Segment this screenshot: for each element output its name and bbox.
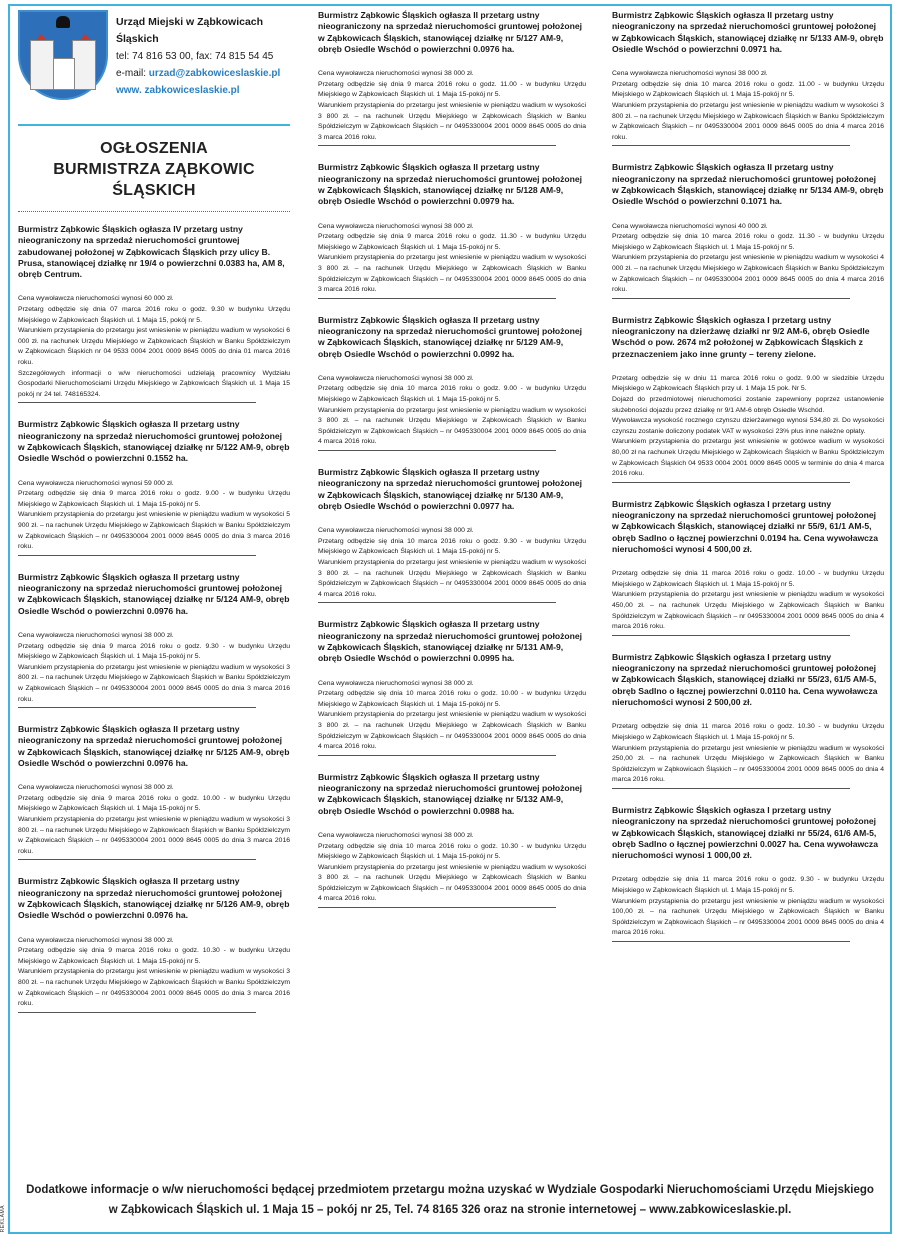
notice-paragraph: Przetarg odbędzie się dnia 11 marca 2016 roku o godz. 10.00 - w budynku Urzędu Miejskiego w Ząbkowicach Śląskich ul. 1 Maja 15-pokój nr 5. [612,570,884,588]
notice-paragraph: Przetarg odbędzie się dnia 10 marca 2016 roku o godz. 9.00 - w budynku Urzędu Miejskiego w Ząbkowicach Śląskich ul. 1 Maja 15-pokój nr 5. [318,385,586,404]
notice-paragraph: Wywoławcza wysokość rocznego czynszu dzierżawnego wynosi 534,80 zł. Do wysokości czynszu zostanie doliczony podatek VAT w wysokości 23% plus inne należne opłaty. [612,417,884,435]
notice [318,10,586,146]
notice-paragraph: Cena wywoławcza nieruchomości wynosi 59 000 zł. [18,479,174,487]
notice-paragraph: Przetarg odbędzie się dnia 9 marca 2016 roku o godz. 11.00 - w budynku Urzędu Miejskiego w Ząbkowicach Śląskich ul. 1 Maja 15-pokój nr 5. [318,80,586,99]
notice-body [318,679,586,753]
email-link[interactable]: urzad@zabkowiceslaskie.pl [148,68,281,79]
notice [612,805,884,942]
notice-title: Burmistrz Ząbkowic Śląskich ogłasza I przetarg ustny nieograniczony na sprzedaż nieruchomości gruntowej położonej w Ząbkowicach Śląskich, stanowiącej działki nr 55/24, 61/6 AM-5, obręb Sadlno o łącznej powierzchni 0.0027 ha. Cena wywoławcza nieruchomości wynosi 1 000,00 zł. [612,804,879,861]
notice-paragraph: Cena wywoławcza nieruchomości wynosi 38 000 zł. [318,70,474,78]
notice-title: Burmistrz Ząbkowic Śląskich ogłasza IV przetarg ustny nieograniczony na sprzedaż nieruchomości gruntowej zabudowanej położonej w Ząbkowicach Śląskich przy ulicy B. Prusa, stanowiącej działkę nr 19/4 o powierzchni 0.0383 ha, AM 8, obręb Centrum. [18,224,285,280]
notice [318,315,586,451]
page-title [18,138,290,201]
notice-body [612,569,884,633]
notice-paragraph: Warunkiem przystąpienia do przetargu jest wniesienie w pieniądzu wadium w wysokości 250,00 zł. – na rachunek Urzędu Miejskiego w Ząbkowicach Śląskich w Banku Spółdzielczym w Ząbkowicach Śląskich – nr 0495330004 2001 0009 8645 0005 do dnia 4 marca 2016 roku. [612,744,884,784]
notice-separator [318,755,556,756]
notice-paragraph: Przetarg odbędzie się dnia 07 marca 2016 roku o godz. 9.30 w budynku Urzędu Miejskiego w Ząbkowicach Śląskich ul. 1 Maja 15, pokój nr 5. [18,306,290,324]
notice-paragraph: Cena wywoławcza nieruchomości wynosi 38 000 zł. [318,831,474,839]
notice-paragraph: Warunkiem przystąpienia do przetargu jest wniesienie w pieniądzu wadium w wysokości 450,00 zł. – na rachunek Urzędu Miejskiego w Ząbkowicach Śląskich w Banku Spółdzielczym w Ząbkowicach Śląskich – nr 0495330004 2001 0009 8645 0005 do dnia 4 marca 2016 roku. [612,591,884,631]
notice-separator [612,788,850,789]
notice-separator [318,450,556,451]
notice-title: Burmistrz Ząbkowic Śląskich ogłasza I przetarg ustny nieograniczony na sprzedaż nieruchomości gruntowej położonej w Ząbkowicach Śląskich, stanowiącej działki nr 55/23, 61/5 AM-5, obręb Sadlno o łącznej powierzchni 0.0110 ha. Cena wywoławcza nieruchomości wynosi 2 500,00 zł. [612,651,878,708]
notice-paragraph: Cena wywoławcza nieruchomości wynosi 38 000 zł. [18,631,174,639]
notice [612,499,884,636]
notice-paragraph: Przetarg odbędzie się dnia 10 marca 2016 roku o godz. 11.00 - w budynku Urzędu Miejskiego w Ząbkowicach Śląskich ul. 1 Maja 15-pokój nr 5. [612,80,884,99]
notice-title: Burmistrz Ząbkowic Śląskich ogłasza II przetarg ustny nieograniczony na sprzedaż nieruchomości gruntowej położonej w Ząbkowicach Śląskich, stanowiącej działkę nr 5/124 AM-9, obręb Osiedle Wschód o powierzchni 0.0976 ha. [18,571,290,616]
notice [318,619,586,755]
notice-separator [318,145,556,146]
notice [18,419,290,555]
notice-paragraph: Warunkiem przystąpienia do przetargu jest wniesienie w pieniądzu wadium w wysokości 4 000 zł. – na rachunek Urzędu Miejskiego w Ząbkowicach Śląskich w Banku Spółdzielczym w Ząbkowicach Śląskich – nr 0495330004 2001 0009 8645 0005 do dnia 4 marca 2016 roku. [612,254,884,294]
notice-paragraph: Warunkiem przystąpienia do przetargu jest wniesienie w gotówce wadium w wysokości 80,00 zł na rachunek Urzędu Miejskiego w Ząbkowicach Śląskich w Banku Spółdzielczym w Ząbkowicach Śląskich 04 9533 0004 2001 0009 8645 0005 w terminie do dnia 4 marca 2016 roku. [612,438,884,478]
header [18,10,290,118]
notice-separator [18,402,256,403]
footer-line-1: Dodatkowe informacje o w/w nieruchomości będącej przedmiotem przetargu można uzyskać w Wydziale Gospodarki Nieruchomościami Urzędu Miejskiego [26,1184,874,1196]
notice-title: Burmistrz Ząbkowic Śląskich ogłasza II przetarg ustny nieograniczony na sprzedaż nieruchomości gruntowej położonej w Ząbkowicach Śląskich, stanowiącej działkę nr 5/129 AM-9, obręb Osiedle Wschód o powierzchni 0.0992 ha. [318,314,583,359]
notice-body [318,374,586,448]
notice [18,876,290,1012]
notice-paragraph: Warunkiem przystąpienia do przetargu jest wniesienie w pieniądzu wadium w wysokości 3 800 zł. – na rachunek Urzędu Miejskiego w Ząbkowicach Śląskich w Banku Spółdzielczym w Ząbkowicach Śląskich – nr 0495330004 2001 0009 8645 0005 do dnia 3 marca 2016 roku. [18,663,290,703]
notice-separator [18,1012,256,1013]
title-divider [18,124,290,126]
notice-title: Burmistrz Ząbkowic Śląskich ogłasza II przetarg ustny nieograniczony na sprzedaż nieruchomości gruntowej położonej w Ząbkowicach Śląskich, stanowiącej działkę nr 5/133 AM-9, obręb Osiedle Wschód o powierzchni 0.0971 ha. [612,10,884,54]
coat-of-arms-icon [18,10,108,100]
notice-body [318,222,586,296]
notice [18,724,290,860]
website-link[interactable]: www. zabkowiceslaskie.pl [116,85,240,96]
notice-paragraph: Warunkiem przystąpienia do przetargu jest wniesienie w pieniądzu wadium w wysokości 3 800 zł. – na rachunek Urzędu Miejskiego w Ząbkowicach Śląskich w Banku Spółdzielczym w Ząbkowicach Śląskich – nr 0495330004 2001 0009 8645 0005 do dnia 4 marca 2016 roku. [318,559,586,598]
notice-body [612,222,884,296]
notice-separator [18,707,256,708]
notice-body [18,294,290,400]
notice-title: Burmistrz Ząbkowic Śląskich ogłasza II przetarg ustny nieograniczony na sprzedaż nieruchomości gruntowej położonej w Ząbkowicach Śląskich, stanowiącej działkę nr 5/127 AM-9, obręb Osiedle Wschód o powierzchni 0.0976 ha. [318,10,583,54]
notice-paragraph: Przetarg odbędzie się dnia 11 marca 2016 roku o godz. 10.30 - w budynku Urzędu Miejskiego w Ząbkowicach Śląskich ul. 1 Maja 15-pokój nr 5. [612,723,884,741]
notice-paragraph: Cena wywoławcza nieruchomości wynosi 38 000 zł. [318,374,474,382]
notice-body [612,722,884,786]
column-2 [318,10,586,924]
column-1 [18,10,290,1029]
notice-title: Burmistrz Ząbkowic Śląskich ogłasza II przetarg ustny nieograniczony na sprzedaż nieruchomości gruntowej położonej w Ząbkowicach Śląskich, stanowiącej działkę nr 5/131 AM-9, obręb Osiedle Wschód o powierzchni 0.0995 ha. [318,619,583,664]
notice-list [612,10,884,942]
notice-paragraph: Warunkiem przystąpienia do przetargu jest wniesienie w pieniądzu wadium w wysokości 3 800 zł. – na rachunek Urzędu Miejskiego w Ząbkowicach Śląskich w Banku Spółdzielczym w Ząbkowicach Śląskich – nr 0495330004 2001 0009 8645 0005 do dnia 3 marca 2016 roku. [18,816,290,855]
notice-separator [318,298,556,299]
notice-paragraph: Przetarg odbędzie się w dniu 11 marca 2016 roku o godz. 9.00 w siedzibie Urzędu Miejskiego w Ząbkowicach Śląskich przy ul. 1 Maja 15 pok. Nr 5. [612,374,884,393]
notice-paragraph: Cena wywoławcza nieruchomości wynosi 38 000 zł. [18,784,174,792]
notice-paragraph: Cena wywoławcza nieruchomości wynosi 38 000 zł. [318,222,474,230]
notice-list [318,10,586,908]
notice-title: Burmistrz Ząbkowic Śląskich ogłasza II przetarg ustny nieograniczony na sprzedaż nieruchomości gruntowej położonej w Ząbkowicach Śląskich, stanowiącej działkę nr 5/122 AM-9, obręb Osiedle Wschód o powierzchni 0.1552 ha. [18,419,290,464]
notice-paragraph: Warunkiem przystąpienia do przetargu jest wniesienie w pieniądzu wadium w wysokości 3 800 zł. – na rachunek Urzędu Miejskiego w Ząbkowicach Śląskich w Banku Spółdzielczym w Ząbkowicach Śląskich – nr 0495330004 2001 0009 8645 0005 do dnia 3 marca 2016 roku. [18,968,290,1008]
notice-body [612,69,884,143]
email-label: e-mail: [116,68,147,79]
notice-paragraph: Warunkiem przystąpienia do przetargu jest wniesienie w pieniądzu wadium w wysokości 3 800 zł. – na rachunek Urzędu Miejskiego w Ząbkowicach Śląskich w Banku Spółdzielczym w Ząbkowicach Śląskich – nr 0495330004 2001 0009 8645 0005 do dnia 4 marca 2016 roku. [318,711,586,751]
notice-separator [318,907,556,908]
notice-paragraph: Warunkiem przystąpienia do przetargu jest wniesienie w pieniądzu wadium w wysokości 3 800 zł. – na rachunek Urzędu Miejskiego w Ząbkowicach Śląskich w Banku Spółdzielczym w Ząbkowicach Śląskich – nr 0495330004 2001 0009 8645 0005 do dnia 3 marca 2016 roku. [318,101,586,141]
notice-paragraph: Cena wywoławcza nieruchomości wynosi 38 000 zł. [18,936,174,944]
notice-body [18,479,290,553]
office-name: Urząd Miejski w Ząbkowicach Śląskich [116,16,264,45]
title-dotted-divider [18,211,290,212]
notice [18,224,290,403]
notice-separator [612,298,850,299]
notice-body [18,631,290,705]
notice [318,162,586,298]
column-3 [612,10,884,958]
notice-paragraph: Przetarg odbędzie się dnia 9 marca 2016 roku o godz. 11.30 - w budynku Urzędu Miejskiego w Ząbkowicach Śląskich ul. 1 Maja 15-pokój nr 5. [318,233,586,251]
notice-title: Burmistrz Ząbkowic Śląskich ogłasza II przetarg ustny nieograniczony na sprzedaż nieruchomości gruntowej położonej w Ząbkowicach Śląskich, stanowiącej działkę nr 5/130 AM-9, obręb Osiedle Wschód o powierzchni 0.0977 ha. [318,467,583,511]
notice-title: Burmistrz Ząbkowic Śląskich ogłasza II przetarg ustny nieograniczony na sprzedaż nieruchomości gruntowej położonej w Ząbkowicach Śląskich, stanowiącej działkę nr 5/126 AM-9, obręb Osiedle Wschód o powierzchni 0.0976 ha. [18,876,290,921]
notice-paragraph: Warunkiem przystąpienia do przetargu jest wniesienie w pieniądzu wadium w wysokości 3 800 zł. – na rachunek Urzędu Miejskiego w Ząbkowicach Śląskich w Banku Spółdzielczym w Ząbkowicach Śląskich – nr 0495330004 2001 0009 8645 0005 do dnia 4 marca 2016 roku. [612,101,884,141]
email-line [116,65,290,82]
notice-title: Burmistrz Ząbkowic Śląskich ogłasza II przetarg ustny nieograniczony na sprzedaż nieruchomości gruntowej położonej w Ząbkowicach Śląskich, stanowiącej działkę nr 5/125 AM-9, obręb Osiedle Wschód o powierzchni 0.0976 ha. [18,724,290,768]
notice-paragraph: Warunkiem przystąpienia do przetargu jest wniesienie w pieniądzu wadium w wysokości 100,00 zł. – na rachunek Urzędu Miejskiego w Ząbkowicach Śląskich w Banku Spółdzielczym w Ząbkowicach Śląskich – nr 0495330004 2001 0009 8645 0005 do dnia 4 marca 2016 roku. [612,897,884,937]
notice-separator [18,859,256,860]
footer-line-2: w Ząbkowicach Śląskich ul. 1 Maja 15 – pokój nr 25, Tel. 74 8165 326 oraz na stronie internetowej – www.zabkowiceslaskie.pl. [108,1204,792,1216]
notice-paragraph: Cena wywoławcza nieruchomości wynosi 38 000 zł. [318,679,474,687]
notice-paragraph: Warunkiem przystąpienia do przetargu jest wniesienie w pieniądzu wadium w wysokości 6 000 zł. na rachunek Urzędu Miejskiego w Ząbkowicach Śląskich w Banku Spółdzielczym w Ząbkowicach Śląskich nr 04 9533 0004 2001 0009 8645 0005 do dnia 01 marca 2016 roku. [18,327,290,367]
notice-paragraph: Cena wywoławcza nieruchomości wynosi 60 000 zł. [18,295,174,303]
notice-paragraph: Warunkiem przystąpienia do przetargu jest wniesienie w pieniądzu wadium w wysokości 5 900 zł. – na rachunek Urzędu Miejskiego w Ząbkowicach Śląskich w Banku Spółdzielczym w Ząbkowicach Śląskich – nr 0495330004 2001 0009 8645 0005 do dnia 3 marca 2016 roku. [18,511,290,551]
notice-paragraph: Przetarg odbędzie się dnia 9 marca 2016 roku o godz. 10.30 - w budynku Urzędu Miejskiego w Ząbkowicach Śląskich ul. 1 Maja 15-pokój nr 5. [18,947,290,965]
notice [612,652,884,789]
side-label: REKLAMA [0,1205,6,1233]
page-title-line-1: OGŁOSZENIA [100,140,208,157]
notice-paragraph: Przetarg odbędzie się dnia 10 marca 2016 roku o godz. 10.30 - w budynku Urzędu Miejskiego w Ząbkowicach Śląskich ul. 1 Maja 15-pokój nr 5. [318,842,586,861]
notice-list [18,224,290,1013]
contact-block [116,10,290,118]
page-title-line-2: BURMISTRZA ZĄBKOWIC ŚLĄSKICH [53,161,255,199]
notice [318,467,586,603]
notice-body [318,831,586,905]
notice-paragraph: Przetarg odbędzie się dnia 10 marca 2016 roku o godz. 10.00 - w budynku Urzędu Miejskiego w Ząbkowicach Śląskich ul. 1 Maja 15-pokój nr 5. [318,690,586,708]
notice-title: Burmistrz Ząbkowic Śląskich ogłasza I przetarg ustny nieograniczony na dzierżawę działki nr 9/2 AM-6, obręb Osiedle Wschód o pow. 2674 m2 położonej w Ząbkowicach Śląskich z przeznaczeniem jako inne grunty – tereny zielone. [612,314,870,359]
notice-body [18,936,290,1010]
notice-paragraph: Przetarg odbędzie się dnia 9 marca 2016 roku o godz. 9.00 - w budynku Urzędu Miejskiego w Ząbkowicach Śląskich ul. 1 Maja 15-pokój nr 5. [18,490,290,508]
notice-paragraph: Przetarg odbędzie się dnia 10 marca 2016 roku o godz. 9.30 - w budynku Urzędu Miejskiego w Ząbkowicach Śląskich ul. 1 Maja 15-pokój nr 5. [318,537,586,556]
footer [10,1180,890,1220]
notice-title: Burmistrz Ząbkowic Śląskich ogłasza II przetarg ustny nieograniczony na sprzedaż nieruchomości gruntowej położonej w Ząbkowicach Śląskich, stanowiącej działkę nr 5/132 AM-9, obręb Osiedle Wschód o powierzchni 0.0988 ha. [318,771,583,816]
notice-body [612,875,884,939]
notice [612,10,884,146]
notice [612,162,884,298]
notice-body [18,783,290,857]
notice-separator [612,635,850,636]
notice-paragraph: Przetarg odbędzie się dnia 11 marca 2016 roku o godz. 9.30 - w budynku Urzędu Miejskiego w Ząbkowicach Śląskich ul. 1 Maja 15-pokój nr 5. [612,876,884,894]
notice-body [318,526,586,600]
notice [18,572,290,708]
notice-title: Burmistrz Ząbkowic Śląskich ogłasza II przetarg ustny nieograniczony na sprzedaż nieruchomości gruntowej położonej w Ząbkowicach Śląskich, stanowiącej działkę nr 5/128 AM-9, obręb Osiedle Wschód o powierzchni 0.0979 ha. [318,162,583,207]
notice [318,772,586,908]
notice-separator [612,145,850,146]
notice-paragraph: Cena wywoławcza nieruchomości wynosi 40 000 zł. [612,222,768,230]
notice-paragraph: Przetarg odbędzie się dnia 9 marca 2016 roku o godz. 10.00 - w budynku Urzędu Miejskiego w Ząbkowicach Śląskich ul. 1 Maja 15-pokój nr 5. [18,794,290,813]
notice-separator [318,602,556,603]
notice-separator [612,482,850,483]
notice-paragraph: Warunkiem przystąpienia do przetargu jest wniesienie w pieniądzu wadium w wysokości 3 800 zł. – na rachunek Urzędu Miejskiego w Ząbkowicach Śląskich w Banku Spółdzielczym w Ząbkowicach Śląskich – nr 0495330004 2001 0009 8645 0005 do dnia 4 marca 2016 roku. [318,406,586,446]
notice-paragraph: Warunkiem przystąpienia do przetargu jest wniesienie w pieniądzu wadium w wysokości 3 800 zł. – na rachunek Urzędu Miejskiego w Ząbkowicach Śląskich w Banku Spółdzielczym w Ząbkowicach Śląskich – nr 0495330004 2001 0009 8645 0005 do dnia 3 marca 2016 roku. [318,254,586,294]
notice-body [612,374,884,480]
notice-separator [612,941,850,942]
notice-paragraph: Dojazd do przedmiotowej nieruchomości zostanie zapewniony poprzez ustanowienie służebności dojazdu przez działkę nr 9/1 AM-6 obręb Osiedle Wschód. [612,396,884,414]
notice-separator [18,555,256,556]
notice-paragraph: Przetarg odbędzie się dnia 10 marca 2016 roku o godz. 11.30 - w budynku Urzędu Miejskiego w Ząbkowicach Śląskich ul. 1 Maja 15-pokój nr 5. [612,233,884,251]
notice-paragraph: Cena wywoławcza nieruchomości wynosi 38 000 zł. [318,527,474,535]
notice-title: Burmistrz Ząbkowic Śląskich ogłasza I przetarg ustny nieograniczony na sprzedaż nieruchomości gruntowej położonej w Ząbkowicach Śląskich, stanowiącej działki nr 55/9, 61/1 AM-5, obręb Sadlno o łącznej powierzchni 0.0194 ha. Cena wywoławcza nieruchomości wynosi 4 500,00 zł. [612,498,879,554]
notice-paragraph: Cena wywoławcza nieruchomości wynosi 38 000 zł. [612,70,768,78]
notice-title: Burmistrz Ząbkowic Śląskich ogłasza II przetarg ustny nieograniczony na sprzedaż nieruchomości gruntowej położonej w Ząbkowicach Śląskich, stanowiącej działkę nr 5/134 AM-9, obręb Osiedle Wschód o powierzchni 0.1071 ha. [612,162,884,207]
notice-paragraph: Warunkiem przystąpienia do przetargu jest wniesienie w pieniądzu wadium w wysokości 3 800 zł. – na rachunek Urzędu Miejskiego w Ząbkowicach Śląskich w Banku Spółdzielczym w Ząbkowicach Śląskich – nr 0495330004 2001 0009 8645 0005 do dnia 4 marca 2016 roku. [318,863,586,903]
notice-body [318,69,586,143]
phone-fax: tel: 74 816 53 00, fax: 74 815 54 45 [116,51,274,62]
notice [612,315,884,483]
notice-paragraph: Szczegółowych informacji o w/w nieruchomości udzielają pracownicy Wydziału Gospodarki Nieruchomościami Urzędu Miejskiego w Ząbkowicach Śląskich ul. 1 Maja 15 pokój nr 24 tel. 748165324. [18,369,290,398]
notice-paragraph: Przetarg odbędzie się dnia 9 marca 2016 roku o godz. 9.30 - w budynku Urzędu Miejskiego w Ząbkowicach Śląskich ul. 1 Maja 15-pokój nr 5. [18,642,290,661]
